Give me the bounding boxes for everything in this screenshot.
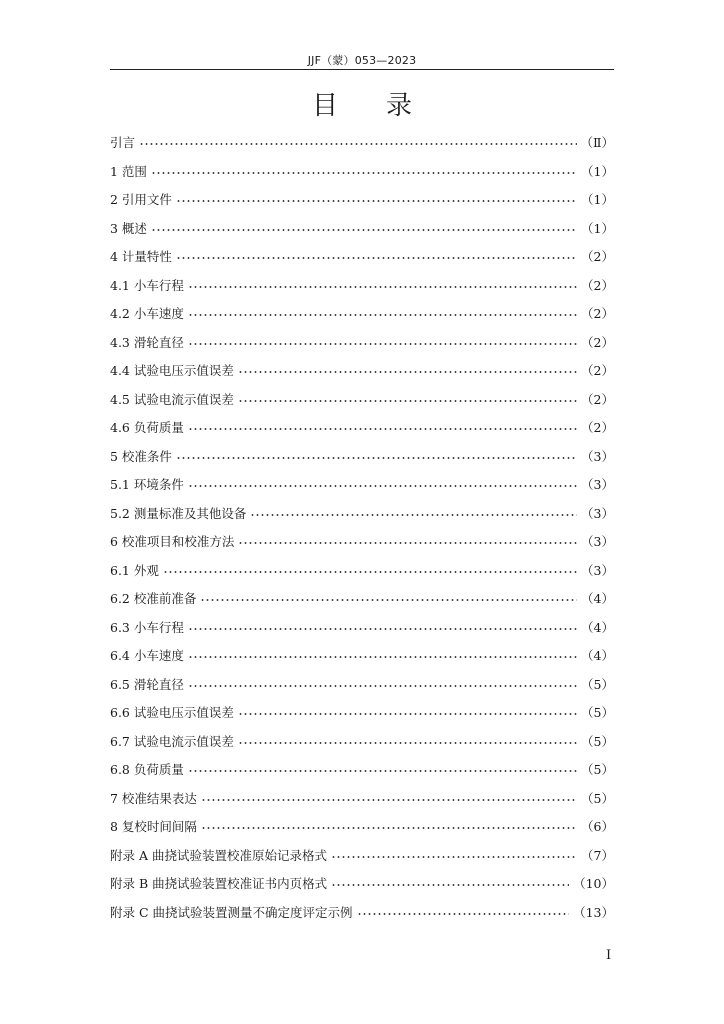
toc-entry-label: 附录 B 曲挠试验装置校准证书内页格式 bbox=[110, 876, 328, 892]
toc-entry[interactable] bbox=[110, 385, 614, 414]
toc-entry-page: （4） bbox=[581, 591, 614, 607]
dot-leader bbox=[151, 167, 577, 179]
toc-entry-page: （5） bbox=[581, 790, 614, 806]
dot-leader bbox=[331, 879, 569, 891]
dot-leader bbox=[188, 651, 577, 663]
toc-entry-page: （1） bbox=[581, 192, 614, 208]
toc-entry-label: 5.1 环境条件 bbox=[110, 477, 184, 493]
dot-leader bbox=[188, 765, 577, 777]
toc-entry-label: 8 复校时间间隔 bbox=[110, 819, 197, 835]
toc-entry-label: 4.6 负荷质量 bbox=[110, 420, 184, 436]
toc-entry-page: （4） bbox=[581, 619, 614, 635]
toc-entry-label: 6.7 试验电流示值误差 bbox=[110, 733, 234, 749]
toc-entry-label: 6.5 滑轮直径 bbox=[110, 676, 184, 692]
running-header: JJF（蒙）053—2023 bbox=[307, 54, 417, 67]
toc-entry-label: 4 计量特性 bbox=[110, 249, 172, 265]
dot-leader bbox=[188, 480, 577, 492]
toc-entry-page: （2） bbox=[581, 420, 614, 436]
toc-entry[interactable] bbox=[110, 841, 614, 870]
dot-leader bbox=[188, 281, 577, 293]
toc-entry-label: 3 概述 bbox=[110, 220, 147, 236]
toc-entry-page: （2） bbox=[581, 277, 614, 293]
toc-entry[interactable] bbox=[110, 242, 614, 271]
dot-leader bbox=[238, 737, 577, 749]
dot-leader bbox=[238, 537, 577, 549]
dot-leader bbox=[139, 138, 576, 150]
toc-entry[interactable] bbox=[110, 898, 614, 927]
dot-leader bbox=[188, 309, 577, 321]
toc-entry-page: （2） bbox=[581, 334, 614, 350]
toc-entry-label: 6.2 校准前准备 bbox=[110, 591, 197, 607]
toc-entry-page: （3） bbox=[581, 477, 614, 493]
toc-entry[interactable] bbox=[110, 271, 614, 300]
toc-entry-label: 4.4 试验电压示值误差 bbox=[110, 363, 234, 379]
toc-entry[interactable] bbox=[110, 584, 614, 613]
dot-leader bbox=[331, 851, 577, 863]
dot-leader bbox=[238, 708, 577, 720]
toc-entry-label: 6.1 外观 bbox=[110, 562, 159, 578]
page-title: 目录 bbox=[311, 91, 460, 121]
dot-leader bbox=[176, 252, 577, 264]
toc-entry[interactable] bbox=[110, 442, 614, 471]
toc-entry-label: 附录 C 曲挠试验装置测量不确定度评定示例 bbox=[110, 904, 353, 920]
toc-entry-page: （6） bbox=[581, 819, 614, 835]
toc-entry[interactable] bbox=[110, 527, 614, 556]
toc-entry-label: 4.2 小车速度 bbox=[110, 306, 184, 322]
toc-entry[interactable] bbox=[110, 157, 614, 186]
toc-entry-label: 6 校准项目和校准方法 bbox=[110, 534, 235, 550]
toc-entry-label: 6.3 小车行程 bbox=[110, 619, 184, 635]
toc-entry-label: 1 范围 bbox=[110, 163, 147, 179]
toc-entry-label: 附录 A 曲挠试验装置校准原始记录格式 bbox=[110, 847, 327, 863]
toc-entry-page: （5） bbox=[581, 733, 614, 749]
toc-entry[interactable] bbox=[110, 413, 614, 442]
toc-entry[interactable] bbox=[110, 185, 614, 214]
toc-entry-page: （10） bbox=[573, 876, 614, 892]
toc-entry-page: （2） bbox=[581, 249, 614, 265]
toc-entry[interactable] bbox=[110, 470, 614, 499]
toc-entry-page: （5） bbox=[581, 676, 614, 692]
toc-entry-label: 6.6 试验电压示值误差 bbox=[110, 705, 234, 721]
toc-entry[interactable] bbox=[110, 328, 614, 357]
toc-entry-label: 5 校准条件 bbox=[110, 448, 172, 464]
toc-entry-label: 4.3 滑轮直径 bbox=[110, 334, 184, 350]
toc-entry-page: （2） bbox=[581, 363, 614, 379]
dot-leader bbox=[188, 680, 577, 692]
toc-entry[interactable] bbox=[110, 698, 614, 727]
toc-entry-label: 2 引用文件 bbox=[110, 192, 172, 208]
toc-entry[interactable] bbox=[110, 784, 614, 813]
dot-leader bbox=[238, 395, 577, 407]
toc-entry-label: 4.1 小车行程 bbox=[110, 277, 184, 293]
toc-entry[interactable] bbox=[110, 356, 614, 385]
dot-leader bbox=[357, 908, 570, 920]
toc-entry[interactable] bbox=[110, 869, 614, 898]
dot-leader bbox=[201, 822, 577, 834]
toc-entry-page: （3） bbox=[581, 534, 614, 550]
dot-leader bbox=[200, 594, 577, 606]
toc-entry-page: （13） bbox=[573, 904, 614, 920]
toc-entry-page: （4） bbox=[581, 648, 614, 664]
toc-entry[interactable] bbox=[110, 299, 614, 328]
toc-entry-page: （3） bbox=[581, 448, 614, 464]
toc-entry-page: （7） bbox=[581, 847, 614, 863]
toc-entry[interactable] bbox=[110, 641, 614, 670]
header-rule bbox=[110, 69, 614, 70]
dot-leader bbox=[188, 423, 577, 435]
toc-entry-page: （Ⅱ） bbox=[580, 135, 614, 151]
dot-leader bbox=[201, 794, 577, 806]
dot-leader bbox=[188, 623, 577, 635]
toc-entry-page: （3） bbox=[581, 562, 614, 578]
toc-entry[interactable] bbox=[110, 556, 614, 585]
toc-entry[interactable] bbox=[110, 727, 614, 756]
table-of-contents bbox=[110, 128, 614, 926]
toc-entry-page: （5） bbox=[581, 705, 614, 721]
toc-entry-label: 7 校准结果表达 bbox=[110, 790, 197, 806]
page-number: I bbox=[606, 948, 612, 963]
dot-leader bbox=[250, 509, 577, 521]
toc-entry[interactable] bbox=[110, 499, 614, 528]
toc-entry[interactable] bbox=[110, 613, 614, 642]
dot-leader bbox=[238, 366, 577, 378]
toc-entry[interactable] bbox=[110, 812, 614, 841]
dot-leader bbox=[151, 224, 577, 236]
dot-leader bbox=[163, 566, 577, 578]
toc-entry-label: 5.2 测量标准及其他设备 bbox=[110, 505, 247, 521]
toc-entry[interactable] bbox=[110, 755, 614, 784]
toc-entry-page: （3） bbox=[581, 505, 614, 521]
toc-entry-label: 6.4 小车速度 bbox=[110, 648, 184, 664]
toc-entry-page: （2） bbox=[581, 306, 614, 322]
toc-entry-label: 6.8 负荷质量 bbox=[110, 762, 184, 778]
dot-leader bbox=[188, 338, 577, 350]
toc-entry-label: 4.5 试验电流示值误差 bbox=[110, 391, 234, 407]
toc-entry[interactable] bbox=[110, 214, 614, 243]
toc-entry-label: 引言 bbox=[110, 135, 136, 151]
dot-leader bbox=[176, 452, 577, 464]
toc-entry-page: （1） bbox=[581, 220, 614, 236]
toc-entry-page: （1） bbox=[581, 163, 614, 179]
toc-entry[interactable] bbox=[110, 670, 614, 699]
toc-entry-page: （5） bbox=[581, 762, 614, 778]
toc-entry-page: （2） bbox=[581, 391, 614, 407]
dot-leader bbox=[176, 195, 577, 207]
toc-entry[interactable] bbox=[110, 128, 614, 157]
